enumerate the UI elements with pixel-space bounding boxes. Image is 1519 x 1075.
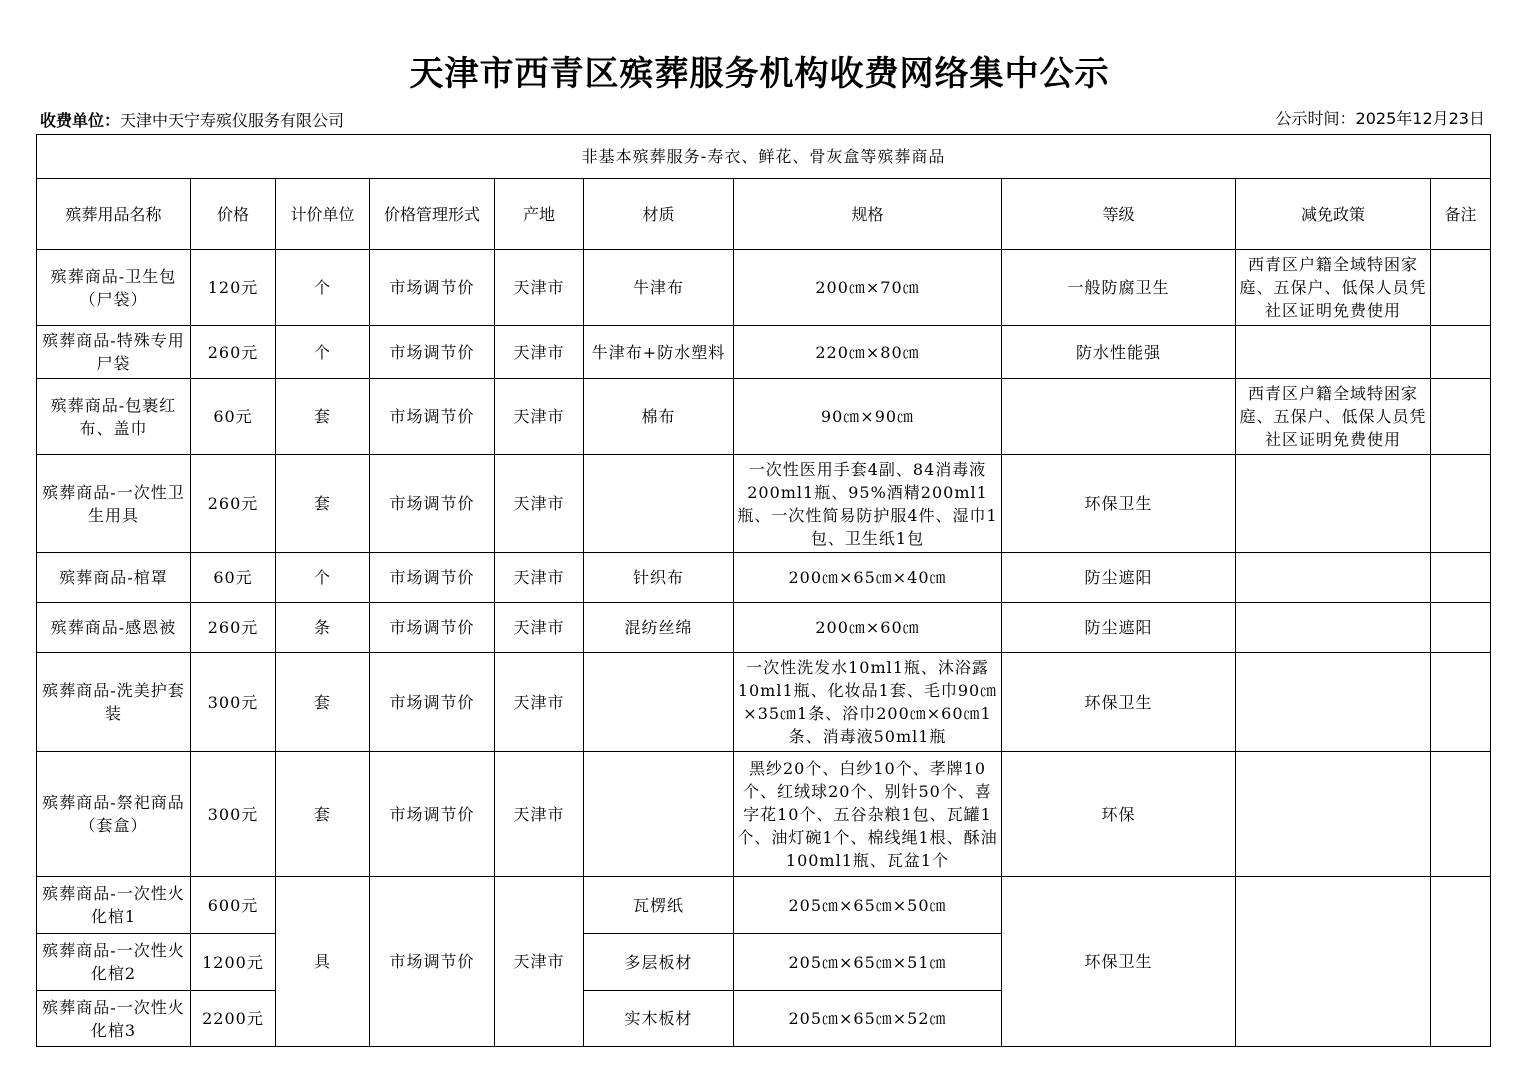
cell-grade bbox=[1002, 379, 1236, 455]
cell-policy bbox=[1236, 653, 1431, 752]
cell-mgmt: 市场调节价 bbox=[370, 877, 495, 1047]
cell-spec: 205㎝×65㎝×51㎝ bbox=[734, 934, 1002, 991]
cell-material: 牛津布+防水塑料 bbox=[584, 326, 734, 379]
col-header-price: 价格 bbox=[191, 179, 276, 250]
cell-unit: 套 bbox=[276, 752, 370, 877]
cell-note bbox=[1431, 379, 1491, 455]
cell-price: 300元 bbox=[191, 653, 276, 752]
cell-grade: 防水性能强 bbox=[1002, 326, 1236, 379]
col-header-grade: 等级 bbox=[1002, 179, 1236, 250]
cell-grade: 环保 bbox=[1002, 752, 1236, 877]
header-row bbox=[37, 179, 1491, 250]
fee-unit-name: 天津中天宁寿殡仪服务有限公司 bbox=[120, 111, 345, 130]
table-row bbox=[37, 250, 1491, 326]
cell-material: 多层板材 bbox=[584, 934, 734, 991]
cell-price: 60元 bbox=[191, 379, 276, 455]
cell-mgmt: 市场调节价 bbox=[370, 553, 495, 603]
cell-material: 混纺丝绵 bbox=[584, 603, 734, 653]
cell-origin: 天津市 bbox=[495, 877, 584, 1047]
cell-note bbox=[1431, 603, 1491, 653]
cell-price: 60元 bbox=[191, 553, 276, 603]
cell-policy bbox=[1236, 326, 1431, 379]
cell-spec: 90㎝×90㎝ bbox=[734, 379, 1002, 455]
cell-note bbox=[1431, 553, 1491, 603]
cell-grade: 一般防腐卫生 bbox=[1002, 250, 1236, 326]
col-header-mgmt: 价格管理形式 bbox=[370, 179, 495, 250]
cell-mgmt: 市场调节价 bbox=[370, 326, 495, 379]
col-header-name: 殡葬用品名称 bbox=[37, 179, 191, 250]
cell-grade: 环保卫生 bbox=[1002, 455, 1236, 553]
col-header-spec: 规格 bbox=[734, 179, 1002, 250]
cell-spec: 一次性医用手套4副、84消毒液200ml1瓶、95%酒精200ml1瓶、一次性简易防护服4件、湿巾1包、卫生纸1包 bbox=[734, 455, 1002, 553]
cell-mgmt: 市场调节价 bbox=[370, 752, 495, 877]
cell-unit: 个 bbox=[276, 326, 370, 379]
cell-policy bbox=[1236, 455, 1431, 553]
cell-grade: 防尘遮阳 bbox=[1002, 553, 1236, 603]
table-row bbox=[37, 877, 1491, 934]
cell-origin: 天津市 bbox=[495, 250, 584, 326]
cell-name: 殡葬商品-特殊专用尸袋 bbox=[37, 326, 191, 379]
cell-price: 300元 bbox=[191, 752, 276, 877]
col-header-material: 材质 bbox=[584, 179, 734, 250]
table-row bbox=[37, 379, 1491, 455]
cell-name: 殡葬商品-一次性火化棺1 bbox=[37, 877, 191, 934]
section-row bbox=[37, 135, 1491, 179]
cell-note bbox=[1431, 326, 1491, 379]
table-row bbox=[37, 752, 1491, 877]
cell-material: 牛津布 bbox=[584, 250, 734, 326]
cell-price: 120元 bbox=[191, 250, 276, 326]
cell-mgmt: 市场调节价 bbox=[370, 379, 495, 455]
page-title: 天津市西青区殡葬服务机构收费网络集中公示 bbox=[409, 54, 1110, 94]
cell-name: 殡葬商品-洗美护套装 bbox=[37, 653, 191, 752]
cell-name: 殡葬商品-祭祀商品（套盒） bbox=[37, 752, 191, 877]
cell-spec: 200㎝×65㎝×40㎝ bbox=[734, 553, 1002, 603]
col-header-policy: 减免政策 bbox=[1236, 179, 1431, 250]
cell-material: 针织布 bbox=[584, 553, 734, 603]
cell-price: 1200元 bbox=[191, 934, 276, 991]
col-header-origin: 产地 bbox=[495, 179, 584, 250]
cell-policy bbox=[1236, 877, 1431, 1047]
publish-date-label: 公示时间： bbox=[1275, 109, 1356, 128]
cell-price: 260元 bbox=[191, 603, 276, 653]
cell-grade: 环保卫生 bbox=[1002, 877, 1236, 1047]
cell-unit: 套 bbox=[276, 455, 370, 553]
cell-material: 瓦楞纸 bbox=[584, 877, 734, 934]
cell-note bbox=[1431, 455, 1491, 553]
cell-policy bbox=[1236, 603, 1431, 653]
cell-material bbox=[584, 653, 734, 752]
fee-unit bbox=[40, 108, 344, 131]
cell-policy bbox=[1236, 752, 1431, 877]
cell-spec: 200㎝×70㎝ bbox=[734, 250, 1002, 326]
cell-mgmt: 市场调节价 bbox=[370, 603, 495, 653]
cell-price: 260元 bbox=[191, 326, 276, 379]
cell-spec: 200㎝×60㎝ bbox=[734, 603, 1002, 653]
cell-spec: 205㎝×65㎝×50㎝ bbox=[734, 877, 1002, 934]
cell-note bbox=[1431, 752, 1491, 877]
cell-note bbox=[1431, 653, 1491, 752]
cell-origin: 天津市 bbox=[495, 379, 584, 455]
cell-name: 殡葬商品-一次性火化棺2 bbox=[37, 934, 191, 991]
cell-name: 殡葬商品-感恩被 bbox=[37, 603, 191, 653]
table-row bbox=[37, 553, 1491, 603]
publish-date-value: 2025年12月23日 bbox=[1355, 109, 1485, 128]
cell-price: 600元 bbox=[191, 877, 276, 934]
cell-spec: 一次性洗发水10ml1瓶、沐浴露10ml1瓶、化妆品1套、毛巾90㎝×35㎝1条、浴巾200㎝×60㎝1条、消毒液50ml1瓶 bbox=[734, 653, 1002, 752]
cell-mgmt: 市场调节价 bbox=[370, 653, 495, 752]
cell-origin: 天津市 bbox=[495, 603, 584, 653]
cell-name: 殡葬商品-一次性卫生用具 bbox=[37, 455, 191, 553]
cell-material: 棉布 bbox=[584, 379, 734, 455]
cell-material bbox=[584, 455, 734, 553]
cell-origin: 天津市 bbox=[495, 326, 584, 379]
col-header-note: 备注 bbox=[1431, 179, 1491, 250]
fee-table bbox=[36, 134, 1491, 1047]
cell-price: 260元 bbox=[191, 455, 276, 553]
col-header-unit: 计价单位 bbox=[276, 179, 370, 250]
cell-material: 实木板材 bbox=[584, 991, 734, 1047]
cell-origin: 天津市 bbox=[495, 752, 584, 877]
cell-unit: 套 bbox=[276, 379, 370, 455]
table-row bbox=[37, 603, 1491, 653]
table-row bbox=[37, 653, 1491, 752]
cell-unit: 套 bbox=[276, 653, 370, 752]
cell-grade: 防尘遮阳 bbox=[1002, 603, 1236, 653]
cell-spec: 205㎝×65㎝×52㎝ bbox=[734, 991, 1002, 1047]
cell-unit: 个 bbox=[276, 250, 370, 326]
cell-policy bbox=[1236, 553, 1431, 603]
cell-note bbox=[1431, 250, 1491, 326]
cell-unit: 条 bbox=[276, 603, 370, 653]
cell-mgmt: 市场调节价 bbox=[370, 455, 495, 553]
cell-origin: 天津市 bbox=[495, 553, 584, 603]
cell-name: 殡葬商品-包裹红布、盖巾 bbox=[37, 379, 191, 455]
cell-unit: 具 bbox=[276, 877, 370, 1047]
cell-origin: 天津市 bbox=[495, 455, 584, 553]
cell-name: 殡葬商品-卫生包（尸袋） bbox=[37, 250, 191, 326]
publish-date bbox=[1276, 106, 1485, 129]
cell-mgmt: 市场调节价 bbox=[370, 250, 495, 326]
fee-unit-label: 收费单位： bbox=[40, 111, 121, 130]
cell-unit: 个 bbox=[276, 553, 370, 603]
table-row bbox=[37, 326, 1491, 379]
cell-policy: 西青区户籍全域特困家庭、五保户、低保人员凭社区证明免费使用 bbox=[1236, 379, 1431, 455]
cell-policy: 西青区户籍全域特困家庭、五保户、低保人员凭社区证明免费使用 bbox=[1236, 250, 1431, 326]
table-row bbox=[37, 455, 1491, 553]
cell-price: 2200元 bbox=[191, 991, 276, 1047]
cell-material bbox=[584, 752, 734, 877]
cell-origin: 天津市 bbox=[495, 653, 584, 752]
cell-grade: 环保卫生 bbox=[1002, 653, 1236, 752]
cell-spec: 220㎝×80㎝ bbox=[734, 326, 1002, 379]
cell-spec: 黑纱20个、白纱10个、孝牌10个、红绒球20个、别针50个、喜字花10个、五谷杂粮1包、瓦罐1个、油灯碗1个、棉线绳1根、酥油100ml1瓶、瓦盆1个 bbox=[734, 752, 1002, 877]
cell-name: 殡葬商品-棺罩 bbox=[37, 553, 191, 603]
cell-name: 殡葬商品-一次性火化棺3 bbox=[37, 991, 191, 1047]
section-title: 非基本殡葬服务-寿衣、鲜花、骨灰盒等殡葬商品 bbox=[37, 135, 1491, 179]
cell-note bbox=[1431, 877, 1491, 1047]
